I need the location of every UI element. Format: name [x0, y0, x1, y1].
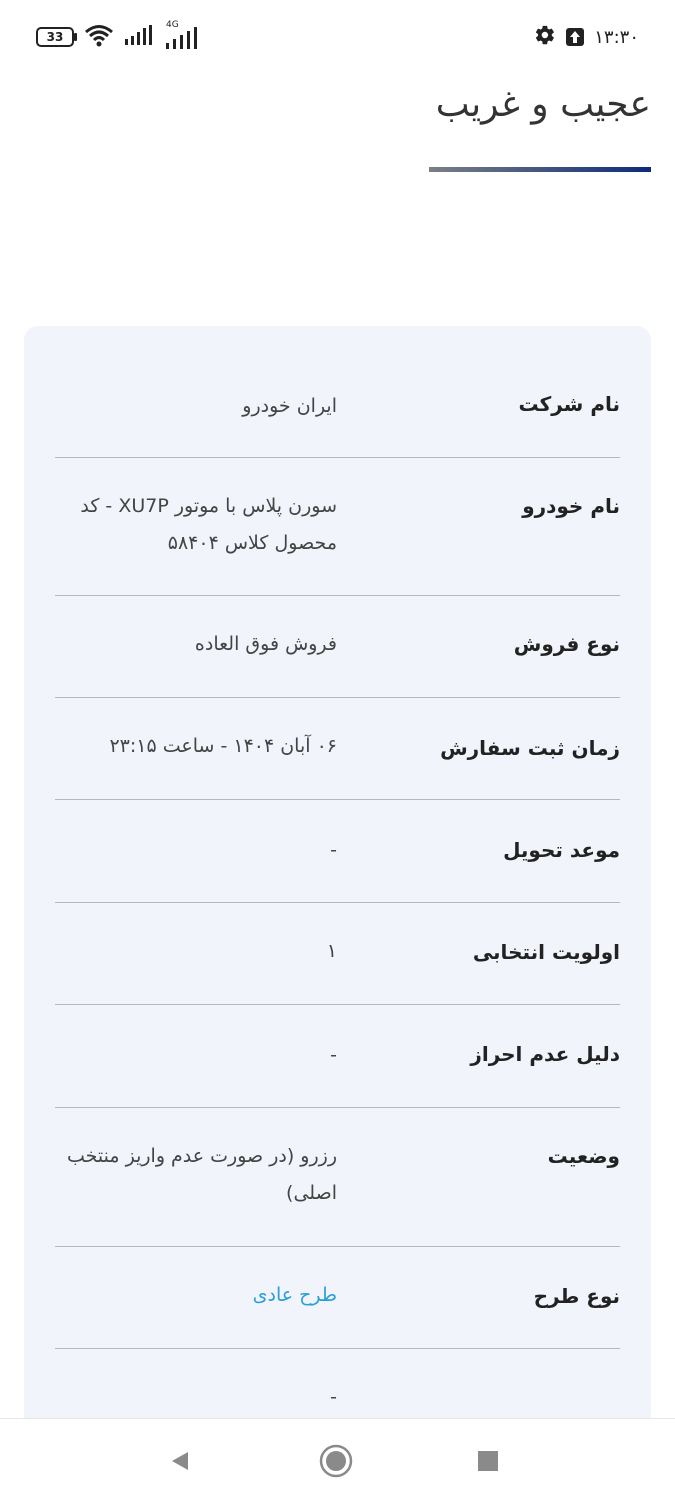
order-details-card — [24, 326, 651, 1446]
home-icon[interactable] — [316, 1441, 356, 1481]
detail-value: - — [330, 839, 337, 861]
system-nav-bar — [0, 1418, 675, 1501]
gear-icon — [534, 24, 556, 51]
recents-icon[interactable] — [468, 1441, 508, 1481]
detail-label: اولویت انتخابی — [472, 940, 620, 964]
detail-value: رزرو (در صورت عدم واریز منتخب اصلی) — [67, 1145, 337, 1204]
detail-row-rejection-reason — [55, 1005, 620, 1108]
battery-icon — [36, 27, 74, 47]
battery-level: 33 — [46, 30, 64, 44]
page-title: عجیب و غریب — [435, 84, 651, 125]
upload-icon — [566, 28, 584, 46]
detail-row-status — [55, 1108, 620, 1247]
detail-row-car — [55, 458, 620, 596]
detail-label: دلیل عدم احراز — [470, 1042, 620, 1066]
clock: ۱۳:۳۰ — [594, 26, 639, 48]
status-right — [534, 24, 639, 50]
back-icon[interactable] — [160, 1441, 200, 1481]
detail-row-delivery — [55, 800, 620, 903]
detail-row-order-time — [55, 698, 620, 800]
detail-label: نوع فروش — [513, 632, 620, 656]
detail-label: وضعیت — [547, 1144, 620, 1168]
detail-value: - — [330, 1044, 337, 1066]
detail-label: نام خودرو — [522, 494, 620, 518]
detail-value: فروش فوق العاده — [194, 633, 337, 655]
title-underline — [429, 167, 651, 172]
detail-row-company — [55, 326, 620, 458]
signal-4g-icon — [164, 20, 204, 50]
detail-value: ایران خودرو — [242, 395, 337, 417]
detail-value: ۱ — [326, 940, 337, 962]
network-type-label: 4G — [166, 20, 179, 30]
detail-label: زمان ثبت سفارش — [440, 736, 620, 760]
wifi-icon — [84, 23, 114, 51]
plan-type-link[interactable]: طرح عادی — [252, 1284, 337, 1306]
detail-label: موعد تحویل — [503, 838, 620, 862]
detail-row-sale-type — [55, 596, 620, 698]
detail-row-priority — [55, 903, 620, 1005]
signal-icon — [124, 24, 154, 50]
detail-row-plan-type — [55, 1247, 620, 1349]
detail-value: - — [330, 1386, 337, 1408]
status-left — [36, 20, 204, 50]
status-bar — [0, 0, 675, 72]
detail-value: سورن پلاس با موتور XU7P - کد محصول کلاس ۵۸۴۰۴ — [80, 495, 337, 554]
details-list — [55, 326, 620, 1446]
detail-value: ۰۶ آبان ۱۴۰۴ - ساعت ۲۳:۱۵ — [109, 735, 337, 757]
detail-label: نوع طرح — [533, 1284, 620, 1308]
detail-label: نام شرکت — [518, 392, 620, 416]
